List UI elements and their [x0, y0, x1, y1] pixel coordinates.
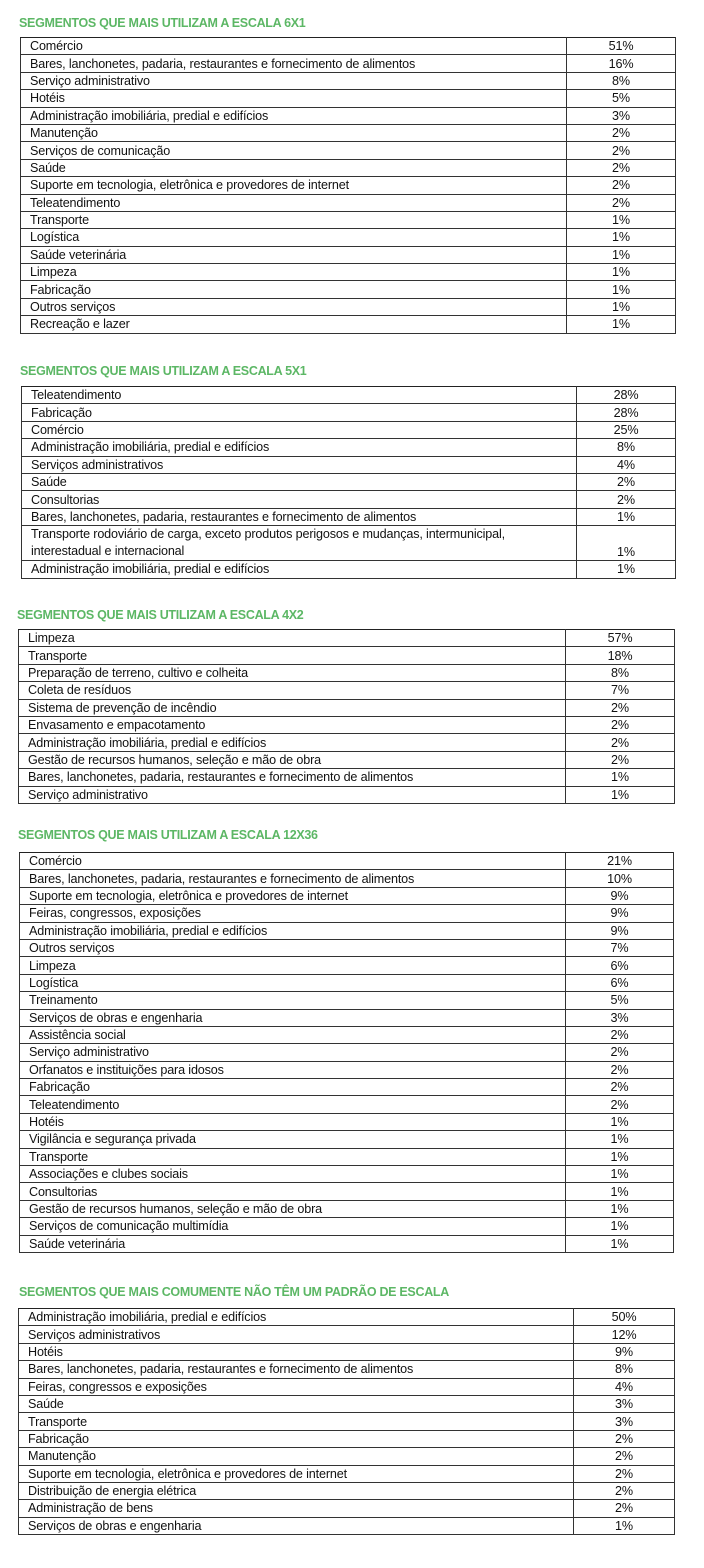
- segment-cell: Serviço administrativo: [19, 786, 566, 803]
- segment-cell: Fabricação: [20, 1079, 566, 1096]
- segment-cell: Feiras, congressos e exposições: [19, 1378, 574, 1395]
- segment-cell: Serviço administrativo: [20, 1044, 566, 1061]
- table-row: [20, 1044, 674, 1061]
- percentage-cell: 3%: [567, 107, 676, 124]
- table-row: [20, 870, 674, 887]
- segment-cell: Administração imobiliária, predial e edifícios: [20, 922, 566, 939]
- percentage-cell: 7%: [566, 939, 674, 956]
- segment-cell: Comércio: [22, 421, 577, 438]
- percentage-cell: 8%: [566, 664, 675, 681]
- segment-cell: Outros serviços: [21, 298, 567, 315]
- table-row: [22, 526, 676, 561]
- table-row: [19, 1361, 675, 1378]
- segment-cell: Limpeza: [20, 957, 566, 974]
- table-row: [21, 177, 676, 194]
- table-row: [19, 769, 675, 786]
- table-row: [20, 1026, 674, 1043]
- segment-cell: Gestão de recursos humanos, seleção e mão de obra: [20, 1200, 566, 1217]
- segment-cell: Transporte rodoviário de carga, exceto produtos perigosos e mudanças, intermunicipal, interestadual e internacional: [22, 526, 577, 561]
- percentage-cell: 1%: [577, 526, 676, 561]
- table-6x1: [20, 37, 676, 334]
- segment-cell: Bares, lanchonetes, padaria, restaurantes e fornecimento de alimentos: [19, 769, 566, 786]
- segment-cell: Administração imobiliária, predial e edifícios: [22, 561, 577, 578]
- segment-cell: Recreação e lazer: [21, 316, 567, 333]
- segment-cell: Bares, lanchonetes, padaria, restaurantes e fornecimento de alimentos: [20, 870, 566, 887]
- percentage-cell: 25%: [577, 421, 676, 438]
- table-row: [19, 1465, 675, 1482]
- percentage-cell: 2%: [567, 159, 676, 176]
- percentage-cell: 2%: [567, 177, 676, 194]
- percentage-cell: 2%: [567, 194, 676, 211]
- segment-cell: Fabricação: [21, 281, 567, 298]
- segment-cell: Administração imobiliária, predial e edifícios: [19, 1309, 574, 1326]
- table-row: [22, 387, 676, 404]
- table-row: [20, 1009, 674, 1026]
- table-row: [20, 1183, 674, 1200]
- segment-cell: Consultorias: [22, 491, 577, 508]
- table-row: [19, 1378, 675, 1395]
- percentage-cell: 2%: [566, 1026, 674, 1043]
- table-row: [20, 992, 674, 1009]
- percentage-cell: 1%: [566, 769, 675, 786]
- segment-cell: Hotéis: [20, 1113, 566, 1130]
- segment-cell: Outros serviços: [20, 939, 566, 956]
- segment-cell: Teleatendimento: [21, 194, 567, 211]
- table-row: [19, 1430, 675, 1447]
- segment-cell: Saúde: [19, 1395, 574, 1412]
- table-row: [20, 1148, 674, 1165]
- table-row: [19, 751, 675, 768]
- segment-cell: Serviços de comunicação: [21, 142, 567, 159]
- percentage-cell: 8%: [577, 439, 676, 456]
- table-no-standard: [18, 1308, 675, 1535]
- table-row: [19, 1482, 675, 1499]
- percentage-cell: 57%: [566, 630, 675, 647]
- table-row: [19, 734, 675, 751]
- table-row: [20, 939, 674, 956]
- segment-cell: Transporte: [19, 1413, 574, 1430]
- percentage-cell: 2%: [566, 699, 675, 716]
- table-row: [19, 1500, 675, 1517]
- percentage-cell: 7%: [566, 682, 675, 699]
- percentage-cell: 10%: [566, 870, 674, 887]
- table-row: [19, 716, 675, 733]
- segment-cell: Manutenção: [19, 1448, 574, 1465]
- percentage-cell: 2%: [574, 1448, 675, 1465]
- segment-cell: Bares, lanchonetes, padaria, restaurantes e fornecimento de alimentos: [22, 508, 577, 525]
- table-row: [21, 159, 676, 176]
- section-title-4x2: SEGMENTOS QUE MAIS UTILIZAM A ESCALA 4X2: [17, 608, 304, 622]
- percentage-cell: 1%: [567, 316, 676, 333]
- table-row: [21, 316, 676, 333]
- table-row: [21, 55, 676, 72]
- table-row: [20, 1113, 674, 1130]
- percentage-cell: 2%: [566, 1061, 674, 1078]
- percentage-cell: 1%: [577, 508, 676, 525]
- table-row: [20, 905, 674, 922]
- segment-cell: Saúde veterinária: [20, 1235, 566, 1252]
- table-row: [19, 1309, 675, 1326]
- percentage-cell: 2%: [577, 491, 676, 508]
- segment-cell: Administração imobiliária, predial e edifícios: [19, 734, 566, 751]
- segment-cell: Preparação de terreno, cultivo e colheita: [19, 664, 566, 681]
- segment-cell: Comércio: [20, 853, 566, 870]
- percentage-cell: 2%: [566, 751, 675, 768]
- segment-cell: Comércio: [21, 38, 567, 55]
- percentage-cell: 2%: [574, 1500, 675, 1517]
- table-row: [21, 38, 676, 55]
- table-row: [22, 491, 676, 508]
- percentage-cell: 28%: [577, 404, 676, 421]
- table-body: [21, 38, 676, 334]
- percentage-cell: 4%: [577, 456, 676, 473]
- percentage-cell: 9%: [566, 922, 674, 939]
- table-row: [20, 957, 674, 974]
- percentage-cell: 4%: [574, 1378, 675, 1395]
- percentage-cell: 2%: [567, 142, 676, 159]
- percentage-cell: 3%: [574, 1395, 675, 1412]
- segment-cell: Transporte: [20, 1148, 566, 1165]
- percentage-cell: 9%: [566, 905, 674, 922]
- table-row: [21, 194, 676, 211]
- table-row: [21, 211, 676, 228]
- segment-cell: Coleta de resíduos: [19, 682, 566, 699]
- table-row: [21, 246, 676, 263]
- table-row: [19, 1517, 675, 1534]
- percentage-cell: 1%: [566, 1183, 674, 1200]
- table-row: [21, 107, 676, 124]
- section-title-no-standard: SEGMENTOS QUE MAIS COMUMENTE NÃO TÊM UM PADRÃO DE ESCALA: [19, 1285, 449, 1299]
- table-row: [21, 90, 676, 107]
- segment-cell: Orfanatos e instituições para idosos: [20, 1061, 566, 1078]
- percentage-cell: 18%: [566, 647, 675, 664]
- percentage-cell: 1%: [566, 1148, 674, 1165]
- segment-cell: Serviços administrativos: [19, 1326, 574, 1343]
- segment-cell: Suporte em tecnologia, eletrônica e provedores de internet: [19, 1465, 574, 1482]
- table-row: [20, 1218, 674, 1235]
- table-row: [19, 1413, 675, 1430]
- percentage-cell: 9%: [574, 1343, 675, 1360]
- segment-cell: Saúde veterinária: [21, 246, 567, 263]
- table-row: [22, 456, 676, 473]
- table-row: [20, 887, 674, 904]
- percentage-cell: 5%: [567, 90, 676, 107]
- percentage-cell: 1%: [566, 1218, 674, 1235]
- table-row: [22, 439, 676, 456]
- table-row: [21, 72, 676, 89]
- segment-cell: Bares, lanchonetes, padaria, restaurantes e fornecimento de alimentos: [19, 1361, 574, 1378]
- percentage-cell: 1%: [574, 1517, 675, 1534]
- segment-cell: Serviços de obras e engenharia: [19, 1517, 574, 1534]
- table-row: [20, 1235, 674, 1252]
- table-row: [19, 1395, 675, 1412]
- percentage-cell: 6%: [566, 974, 674, 991]
- percentage-cell: 50%: [574, 1309, 675, 1326]
- percentage-cell: 1%: [567, 281, 676, 298]
- table-row: [21, 298, 676, 315]
- percentage-cell: 2%: [566, 1079, 674, 1096]
- segment-cell: Limpeza: [19, 630, 566, 647]
- table-body: [19, 630, 675, 804]
- section-title-12x36: SEGMENTOS QUE MAIS UTILIZAM A ESCALA 12X36: [18, 828, 318, 842]
- percentage-cell: 2%: [574, 1430, 675, 1447]
- percentage-cell: 2%: [566, 1096, 674, 1113]
- table-4x2: [18, 629, 675, 804]
- segment-cell: Logística: [20, 974, 566, 991]
- table-row: [20, 1131, 674, 1148]
- section-title-5x1: SEGMENTOS QUE MAIS UTILIZAM A ESCALA 5X1: [20, 364, 307, 378]
- segment-cell: Distribuição de energia elétrica: [19, 1482, 574, 1499]
- segment-cell: Suporte em tecnologia, eletrônica e provedores de internet: [21, 177, 567, 194]
- segment-cell: Envasamento e empacotamento: [19, 716, 566, 733]
- percentage-cell: 1%: [567, 211, 676, 228]
- table-row: [20, 1166, 674, 1183]
- segment-cell: Feiras, congressos, exposições: [20, 905, 566, 922]
- percentage-cell: 1%: [566, 1166, 674, 1183]
- table-row: [21, 229, 676, 246]
- table-row: [22, 561, 676, 578]
- table-5x1: [21, 386, 676, 579]
- percentage-cell: 2%: [566, 716, 675, 733]
- percentage-cell: 2%: [567, 124, 676, 141]
- segment-cell: Logística: [21, 229, 567, 246]
- percentage-cell: 28%: [577, 387, 676, 404]
- table-row: [20, 1200, 674, 1217]
- segment-cell: Administração imobiliária, predial e edifícios: [21, 107, 567, 124]
- segment-cell: Saúde: [22, 473, 577, 490]
- segment-cell: Assistência social: [20, 1026, 566, 1043]
- segment-cell: Transporte: [19, 647, 566, 664]
- percentage-cell: 2%: [577, 473, 676, 490]
- segment-cell: Serviços de comunicação multimídia: [20, 1218, 566, 1235]
- table-row: [19, 682, 675, 699]
- segment-cell: Treinamento: [20, 992, 566, 1009]
- percentage-cell: 8%: [574, 1361, 675, 1378]
- table-row: [19, 647, 675, 664]
- table-row: [21, 264, 676, 281]
- table-body: [20, 853, 674, 1253]
- table-row: [22, 404, 676, 421]
- segment-cell: Manutenção: [21, 124, 567, 141]
- percentage-cell: 8%: [567, 72, 676, 89]
- percentage-cell: 2%: [574, 1482, 675, 1499]
- table-row: [21, 124, 676, 141]
- section-title-6x1: SEGMENTOS QUE MAIS UTILIZAM A ESCALA 6X1: [19, 16, 306, 30]
- percentage-cell: 1%: [567, 264, 676, 281]
- percentage-cell: 3%: [566, 1009, 674, 1026]
- percentage-cell: 1%: [566, 1131, 674, 1148]
- percentage-cell: 1%: [566, 1113, 674, 1130]
- segment-cell: Serviços administrativos: [22, 456, 577, 473]
- table-row: [20, 1061, 674, 1078]
- segment-cell: Associações e clubes sociais: [20, 1166, 566, 1183]
- segment-cell: Suporte em tecnologia, eletrônica e provedores de internet: [20, 887, 566, 904]
- percentage-cell: 1%: [577, 561, 676, 578]
- segment-cell: Hotéis: [21, 90, 567, 107]
- segment-cell: Gestão de recursos humanos, seleção e mão de obra: [19, 751, 566, 768]
- percentage-cell: 1%: [567, 246, 676, 263]
- table-row: [19, 664, 675, 681]
- segment-cell: Serviços de obras e engenharia: [20, 1009, 566, 1026]
- table-row: [19, 1448, 675, 1465]
- table-row: [19, 1326, 675, 1343]
- table-row: [21, 281, 676, 298]
- segment-cell: Fabricação: [22, 404, 577, 421]
- segment-cell: Serviço administrativo: [21, 72, 567, 89]
- table-row: [19, 1343, 675, 1360]
- percentage-cell: 1%: [567, 229, 676, 246]
- percentage-cell: 5%: [566, 992, 674, 1009]
- segment-cell: Saúde: [21, 159, 567, 176]
- percentage-cell: 12%: [574, 1326, 675, 1343]
- table-row: [22, 473, 676, 490]
- percentage-cell: 1%: [567, 298, 676, 315]
- table-row: [20, 1096, 674, 1113]
- segment-cell: Vigilância e segurança privada: [20, 1131, 566, 1148]
- percentage-cell: 1%: [566, 1235, 674, 1252]
- table-body: [19, 1309, 675, 1535]
- table-row: [19, 699, 675, 716]
- percentage-cell: 9%: [566, 887, 674, 904]
- percentage-cell: 51%: [567, 38, 676, 55]
- segment-cell: Limpeza: [21, 264, 567, 281]
- percentage-cell: 6%: [566, 957, 674, 974]
- table-row: [20, 853, 674, 870]
- table-row: [20, 1079, 674, 1096]
- table-row: [20, 922, 674, 939]
- percentage-cell: 3%: [574, 1413, 675, 1430]
- table-row: [22, 421, 676, 438]
- percentage-cell: 16%: [567, 55, 676, 72]
- table-row: [19, 630, 675, 647]
- percentage-cell: 1%: [566, 786, 675, 803]
- table-12x36: [19, 852, 674, 1253]
- table-row: [22, 508, 676, 525]
- segment-cell: Consultorias: [20, 1183, 566, 1200]
- segment-cell: Teleatendimento: [20, 1096, 566, 1113]
- table-row: [19, 786, 675, 803]
- segment-cell: Bares, lanchonetes, padaria, restaurantes e fornecimento de alimentos: [21, 55, 567, 72]
- segment-cell: Transporte: [21, 211, 567, 228]
- segment-cell: Teleatendimento: [22, 387, 577, 404]
- percentage-cell: 2%: [566, 1044, 674, 1061]
- table-row: [20, 974, 674, 991]
- segment-cell: Sistema de prevenção de incêndio: [19, 699, 566, 716]
- segment-cell: Administração imobiliária, predial e edifícios: [22, 439, 577, 456]
- segment-cell: Administração de bens: [19, 1500, 574, 1517]
- table-row: [21, 142, 676, 159]
- segment-cell: Fabricação: [19, 1430, 574, 1447]
- percentage-cell: 21%: [566, 853, 674, 870]
- segment-cell: Hotéis: [19, 1343, 574, 1360]
- percentage-cell: 1%: [566, 1200, 674, 1217]
- percentage-cell: 2%: [566, 734, 675, 751]
- table-body: [22, 387, 676, 579]
- percentage-cell: 2%: [574, 1465, 675, 1482]
